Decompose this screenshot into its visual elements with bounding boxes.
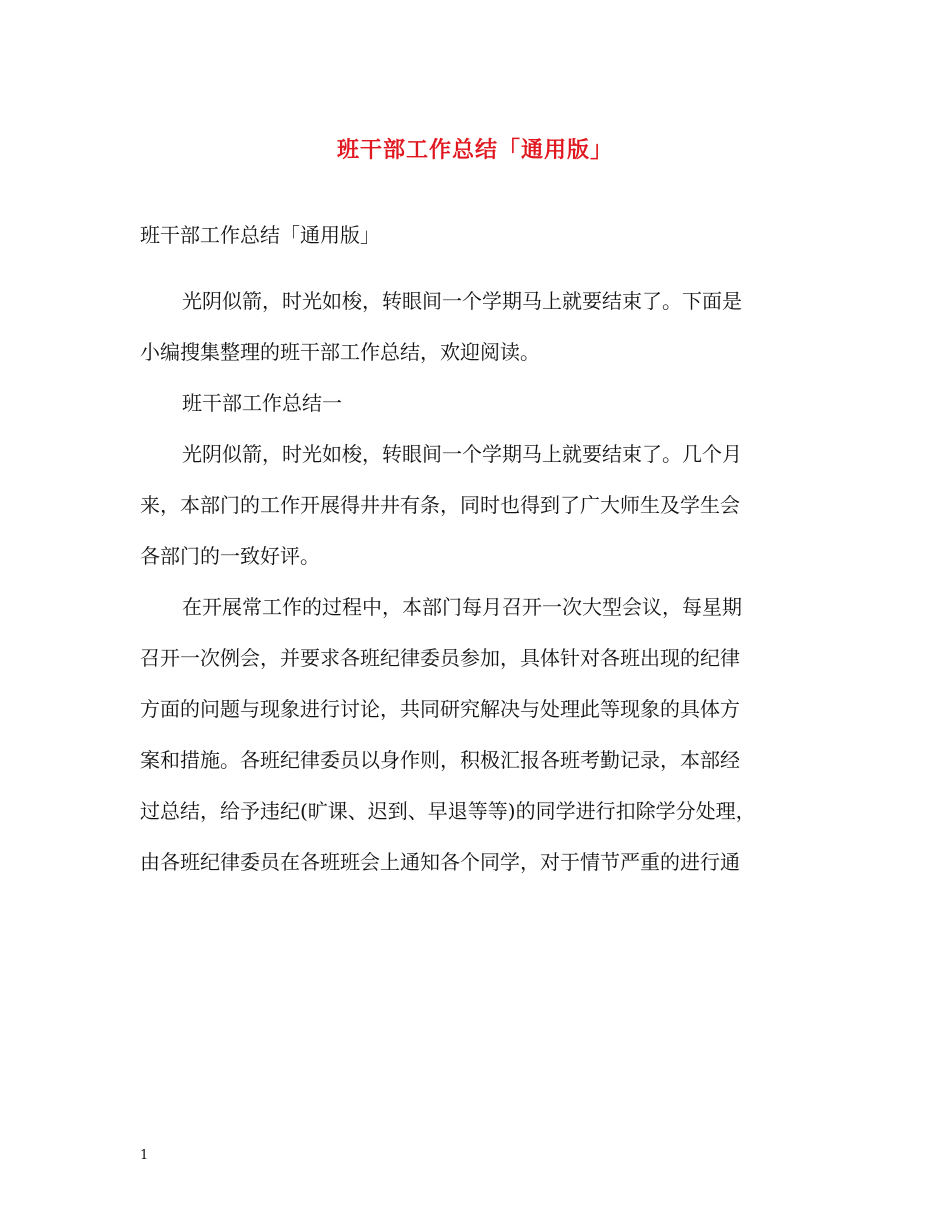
paragraph-line: 光阴似箭，时光如梭，转眼间一个学期马上就要结束了。下面是 <box>182 289 742 313</box>
paragraph-line: 在开展常工作的过程中，本部门每月召开一次大型会议，每星期 <box>182 595 742 619</box>
paragraph-line: 小编搜集整理的班干部工作总结，欢迎阅读。 <box>140 340 540 364</box>
paragraph-line: 各部门的一致好评。 <box>140 544 320 568</box>
paragraph-line: 由各班纪律委员在各班班会上通知各个同学，对于情节严重的进行通 <box>140 850 740 874</box>
paragraph-line: 案和措施。各班纪律委员以身作则，积极汇报各班考勤记录，本部经 <box>140 748 740 772</box>
section-heading: 班干部工作总结一 <box>182 391 342 415</box>
paragraph-line: 召开一次例会，并要求各班纪律委员参加，具体针对各班出现的纪律 <box>140 646 740 670</box>
document-title: 班干部工作总结「通用版」 <box>336 137 613 163</box>
subtitle-line: 班干部工作总结「通用版」 <box>140 223 380 247</box>
document-body <box>140 215 800 893</box>
paragraph-line: 来，本部门的工作开展得井井有条，同时也得到了广大师生及学生会 <box>140 493 740 517</box>
paragraph-line: 过总结，给予违纪(旷课、迟到、早退等等)的同学进行扣除学分处理， <box>140 799 756 823</box>
paragraph-line: 光阴似箭，时光如梭，转眼间一个学期马上就要结束了。几个月 <box>182 442 742 466</box>
paragraph-line: 方面的问题与现象进行讨论，共同研究解决与处理此等现象的具体方 <box>140 697 740 721</box>
page-number: 1 <box>140 1148 149 1163</box>
